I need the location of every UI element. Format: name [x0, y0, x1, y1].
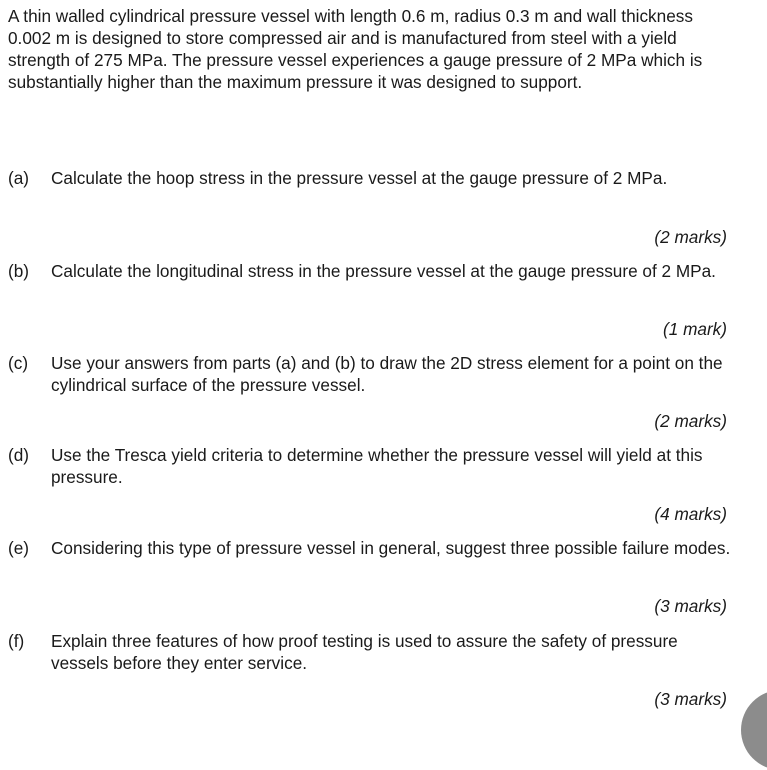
question-text: Explain three features of how proof testing is used to assure the safety of pressure vessels before they enter service. [51, 631, 678, 673]
marks-f: (3 marks) [654, 689, 727, 709]
question-label: (b) [8, 261, 30, 281]
marks-e: (3 marks) [654, 596, 727, 616]
question-text: Use your answers from parts (a) and (b) to draw the 2D stress element for a point on the cylindrical surface of the pressure vessel. [51, 353, 723, 395]
question-label: (d) [8, 445, 30, 465]
marks-b: (1 mark) [663, 319, 727, 339]
question-label: (e) [8, 538, 30, 558]
marks-d: (4 marks) [654, 504, 727, 524]
intro-paragraph: A thin walled cylindrical pressure vessel with length 0.6 m, radius 0.3 m and wall thickness 0.002 m is designed to store compressed air and is manufactured from steel with a yield strength of 275 MPa. The pressure vessel experiences a gauge pressure of 2 MPa which is substantially higher than the maximum pressure it was designed to support. [8, 6, 703, 92]
question-text: Use the Tresca yield criteria to determine whether the pressure vessel will yield at this pressure. [51, 445, 703, 487]
question-text: Calculate the hoop stress in the pressure vessel at the gauge pressure of 2 MPa. [51, 168, 668, 188]
question-label: (c) [8, 353, 29, 373]
marks-c: (2 marks) [654, 411, 727, 431]
question-label: (f) [8, 631, 25, 651]
question-text: Considering this type of pressure vessel in general, suggest three possible failure modes. [51, 538, 731, 558]
question-text: Calculate the longitudinal stress in the pressure vessel at the gauge pressure of 2 MPa. [51, 261, 716, 281]
marks-a: (2 marks) [654, 227, 727, 247]
question-label: (a) [8, 168, 30, 188]
page-corner-tab [741, 690, 767, 770]
